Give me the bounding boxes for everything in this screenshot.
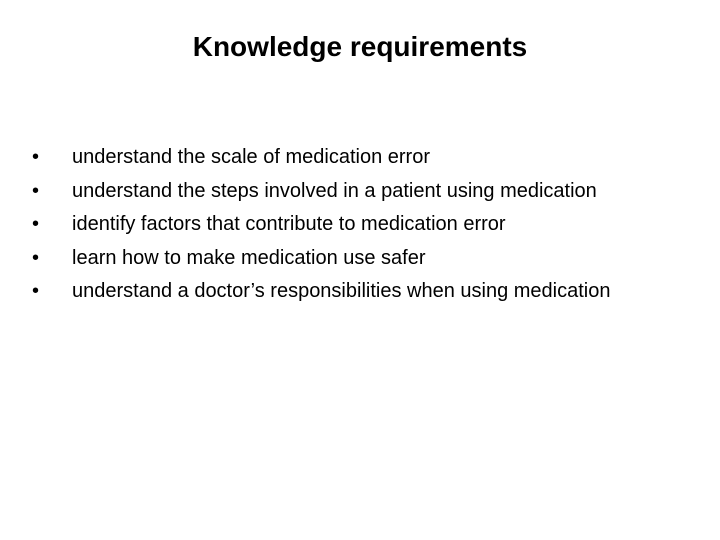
bullet-marker: • <box>32 280 40 302</box>
bullet-marker: • <box>32 179 40 202</box>
bullet-item <box>32 143 632 172</box>
bullet-item <box>32 210 632 239</box>
bullet-item <box>32 244 632 273</box>
bullet-text: learn how to make medication use safer <box>72 246 426 269</box>
bullet-marker: • <box>32 246 40 269</box>
bullet-list <box>32 143 632 311</box>
slide-title: Knowledge requirements <box>192 31 528 62</box>
bullet-marker: • <box>32 146 40 168</box>
bullet-marker: • <box>32 213 40 235</box>
bullet-item <box>32 177 632 206</box>
bullet-text: understand the steps involved in a patient using medication <box>72 179 597 202</box>
bullet-text: identify factors that contribute to medication error <box>72 213 506 235</box>
bullet-text: understand the scale of medication error <box>72 146 430 168</box>
bullet-text: understand a doctor’s responsibilities when using medication <box>72 280 611 302</box>
bullet-item <box>32 277 632 306</box>
